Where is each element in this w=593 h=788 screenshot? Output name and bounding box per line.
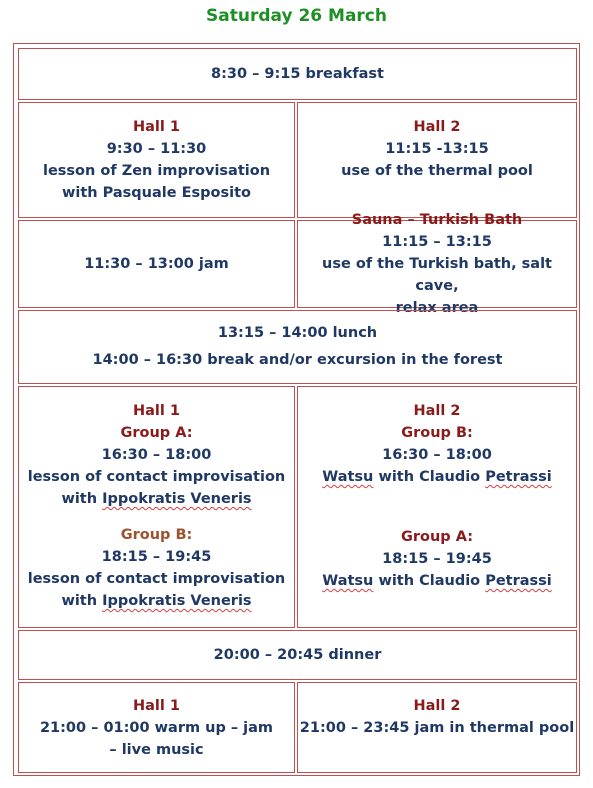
activity-name: Watsu <box>322 469 374 485</box>
time-range: 11:15 – 13:15 <box>382 234 492 250</box>
activity-text <box>61 590 251 612</box>
hall2-afternoon-cell <box>297 386 577 628</box>
jam-cell <box>18 220 295 308</box>
hall-label: Hall 2 <box>413 403 461 419</box>
text-fragment: with <box>61 491 103 507</box>
dinner-text: 20:00 – 20:45 dinner <box>213 647 382 663</box>
hall-label: Hall 1 <box>133 119 180 135</box>
activity-text: with Pasquale Esposito <box>61 185 252 201</box>
hall1-evening-cell <box>18 682 295 773</box>
teacher-name: Ippokratis Veneris <box>102 593 252 609</box>
hall-label: Hall 1 <box>133 698 180 714</box>
text-fragment: with <box>61 593 103 609</box>
hall-label: Hall 2 <box>413 119 461 135</box>
hall2-morning-cell <box>297 102 577 218</box>
time-range: 9:30 – 11:30 <box>106 141 207 157</box>
time-range: 11:15 -13:15 <box>385 141 489 157</box>
hall1-afternoon-cell <box>18 386 295 628</box>
teacher-name: Petrassi <box>485 469 552 485</box>
activity-text: lesson of contact improvisation <box>27 571 286 587</box>
hall2-evening-cell <box>297 682 577 773</box>
time-range: 18:15 – 19:45 <box>382 551 492 567</box>
lunch-cell <box>18 310 577 384</box>
activity-text <box>61 488 251 510</box>
activity-name: Watsu <box>322 573 374 589</box>
activity-text: relax area <box>395 300 479 316</box>
group-label: Group B: <box>120 527 193 543</box>
hall1-morning-cell <box>18 102 295 218</box>
hall-label: Hall 2 <box>413 698 461 714</box>
activity-text: 11:30 – 13:00 jam <box>84 256 229 272</box>
activity-text: – live music <box>109 742 204 758</box>
text-fragment: with Claudio <box>373 469 486 485</box>
group-label: Group A: <box>400 529 474 545</box>
activity-text <box>322 466 552 488</box>
page-title: Saturday 26 March <box>206 6 387 26</box>
group-label: Group B: <box>401 425 473 441</box>
activity-text <box>322 570 552 592</box>
sauna-cell <box>297 212 577 316</box>
breakfast-cell <box>18 48 577 100</box>
time-range: 16:30 – 18:00 <box>382 447 492 463</box>
lunch-text: 13:15 – 14:00 lunch <box>217 325 378 341</box>
teacher-name: Ippokratis Veneris <box>102 491 252 507</box>
hall-label: Hall 1 <box>133 403 180 419</box>
break-text: 14:00 – 16:30 break and/or excursion in the forest <box>92 352 503 368</box>
text-fragment: with Claudio <box>373 573 486 589</box>
schedule-table <box>13 43 580 776</box>
activity-text: lesson of Zen improvisation <box>42 163 271 179</box>
activity-text: lesson of contact improvisation <box>27 469 286 485</box>
teacher-name: Petrassi <box>485 573 552 589</box>
breakfast-text: 8:30 – 9:15 breakfast <box>211 66 384 82</box>
dinner-cell <box>18 630 577 680</box>
activity-text: 21:00 – 23:45 jam in thermal pool <box>299 720 575 736</box>
time-range: 18:15 – 19:45 <box>101 549 212 565</box>
time-range: 16:30 – 18:00 <box>101 447 212 463</box>
activity-text: 21:00 – 01:00 warm up – jam <box>39 720 274 736</box>
group-label: Group A: <box>120 425 193 441</box>
activity-text: use of the Turkish bath, salt cave, <box>322 256 552 294</box>
activity-text: use of the thermal pool <box>341 163 533 179</box>
hall-label: Sauna – Turkish Bath <box>351 212 523 228</box>
